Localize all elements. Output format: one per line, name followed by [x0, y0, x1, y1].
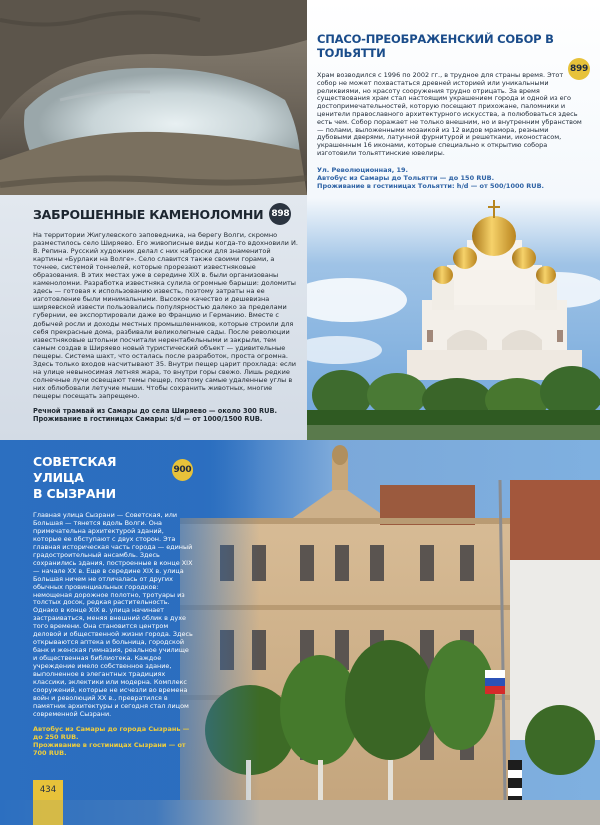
quarry-title-row	[33, 203, 299, 225]
quarry-content	[0, 195, 307, 440]
quarry-section	[0, 0, 307, 440]
quarry-cave-photo	[0, 0, 307, 195]
street-title-line1: СОВЕТСКАЯ УЛИЦА	[33, 454, 117, 485]
cathedral-description: Храм возводился с 1996 по 2002 гг., в трудное для страны время. Этот собор не может похвастаться древней историей или уникальными реликвиями, но красоту сооружения трудно отрицать. За время существования храм стал настоящим украшением города и одной из его достопримечательностей, которую посещают прихожане, паломники и ценители православного архитектурного искусства, а полюбоваться здесь есть чем. Собор поражает не только внешним, но и внутренним убранством — полами, выложенными мозаикой из 12 видов мрамора, резными дубовыми дверями, латунной фурнитурой и решетками, иконостасом, украшенным 16 иконами, которые специально к открытию собора изготовили тольяттинские ювелиры.	[317, 71, 582, 157]
quarry-number-badge: 898	[269, 203, 291, 225]
cathedral-practical-info	[317, 166, 592, 190]
street-title-row	[33, 454, 193, 486]
quarry-title: ЗАБРОШЕННЫЕ КАМЕНОЛОМНИ	[33, 206, 264, 222]
cathedral-section	[307, 0, 600, 440]
street-section	[0, 440, 600, 825]
quarry-description: На территории Жигулевского заповедника, на берегу Волги, скромно разместилось село Ширяево. Его живописные виды когда-то вдохновили И. В. Репина. Русский художник делал с них наброски для знаменитой картины «Бурлаки на Волге». Село славится также своими горами, а точнее, системой тоннелей, которые прорезают известняковые образования. В этих местах уже в середине XIX в. были организованы каменоломни. Разработка известняка сулила огромные барыши: доломиты здесь — готовая к использованию известь, поэтому затраты на ее изготовление были минимальными. Высокое качество и дешевизна ширяевской извести пользовались популярностью далеко за пределами губернии, ее экспортировали даже во Францию и Германию. Вместе с добычей росли и доходы местных промышленников, которые строили для себя прекрасные дома, разбивали великолепные сады. После революции известняковые штольни посчитали нерентабельными и закрыли, тем самым создав в Ширяево новый туристический объект — удивительные пещеры. Система шахт, что осталась после разработок, проста огромна. Здесь только входов насчитывают 35. Внутри пещер царит прохлада: если на улице невыносимая летняя жара, то внутри горы свежо. Лишь редкие солнечные лучи освещают темы пещер, поэтому самые удаленные углы в них облюбовали летучие мыши. Чтобы сохранить животных, многие пещеры посещать запрещено.	[33, 231, 298, 400]
cathedral-number-badge: 899	[568, 58, 590, 80]
cathedral-content	[317, 32, 592, 190]
street-number-badge: 900	[172, 459, 193, 481]
cathedral-transport: Автобус из Самары до Тольятти — до 150 RUB.	[317, 173, 495, 182]
street-title-line2: В СЫЗРАНИ	[33, 486, 116, 501]
cathedral-stay: Проживание в гостиницах Тольятти: h/d — от 500/1000 RUB.	[317, 181, 544, 190]
quarry-practical-info	[33, 407, 299, 423]
street-stay: Проживание в гостиницах Сызрани — от 700 RUB.	[33, 740, 186, 757]
quarry-transport: Речной трамвай из Самары до села Ширяево — около 300 RUB.	[33, 406, 278, 415]
page-number: 434	[33, 780, 63, 800]
street-content	[33, 454, 193, 757]
quarry-stay: Проживание в гостиницах Самары: s/d — от 1000/1500 RUB.	[33, 415, 263, 424]
street-description: Главная улица Сызрани — Советская, или Большая — тянется вдоль Волги. Она примечательна архитектурой зданий, которые ее обступают с двух сторон. Эта главная историческая часть города — единый градостроительный ансамбль. Здесь сохранились здания, построенные в конце XIX — начале XX в. Еще в середине XIX в. улица Большая ничем не отличалась от других обычных провинциальных городков: немощеная дорожное полотно, тротуары из толстых досок, редкая растительность. Однако в конце XIX в. улица начинает застраиваться, меняя внешний облик в духе того времени. Она становится центром деловой и общественной жизни города. Здесь открываются аптека и больница, городской банк и женская гимназия, реальное училище и общественная библиотека. Каждое учреждение имело собственное здание, выполненное в элегантных традициях классики, эклектики или модерна. Комплекс сооружений, которые не исчезли во времена войн и революций XX в., превратился в памятник архитектуры и сегодня стал лицом современной Сызрани.	[33, 511, 193, 718]
page-number-strip	[33, 800, 63, 825]
street-practical-info	[33, 725, 193, 757]
street-transport: Автобус из Самары до города Сызрань — до 250 RUB.	[33, 724, 190, 741]
cathedral-address: Ул. Революционная, 19.	[317, 165, 408, 174]
cathedral-title: СПАСО-ПРЕОБРАЖЕНСКИЙ СОБОР В ТОЛЬЯТТИ	[317, 32, 554, 60]
